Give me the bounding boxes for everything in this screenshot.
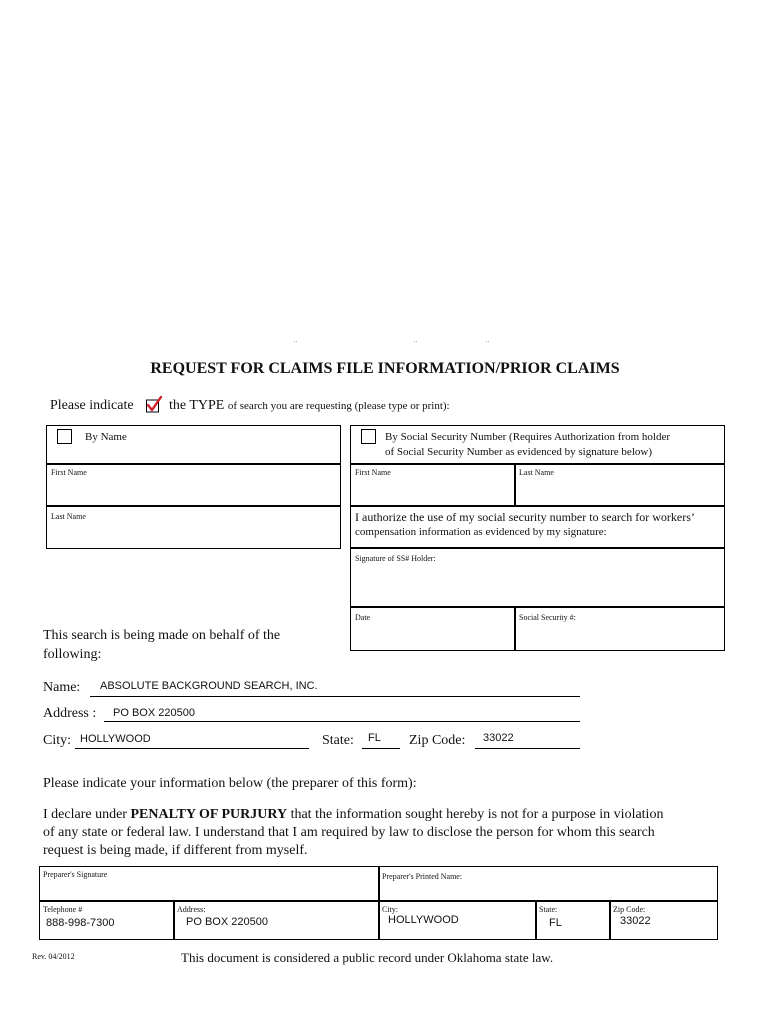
declaration-line3: request is being made, if different from myself.: [43, 843, 308, 858]
requester-city-value[interactable]: HOLLYWOOD: [80, 733, 151, 745]
ssn-last-name-label: Last Name: [519, 468, 554, 477]
preparer-state-label: State:: [539, 905, 558, 914]
declaration-post: that the information sought hereby is not for a purpose in violation: [290, 807, 664, 822]
authorization-line1: I authorize the use of my social security number to search for workers’: [355, 510, 695, 524]
preparer-telephone-field[interactable]: [39, 900, 175, 940]
page-title: REQUEST FOR CLAIMS FILE INFORMATION/PRIOR CLAIMS: [150, 360, 620, 377]
preparer-printed-name-label: Preparer's Printed Name:: [382, 872, 463, 881]
scan-mark: [414, 341, 417, 345]
requester-state-line: [362, 748, 400, 749]
indicate-text: [169, 398, 450, 414]
preparer-city-label: City:: [382, 905, 399, 914]
preparer-address-label: Address:: [177, 905, 206, 914]
ssn-number-label: Social Security #:: [519, 613, 576, 622]
behalf-line2: following:: [43, 647, 102, 662]
behalf-text: [43, 626, 280, 664]
indicate-rest: of search you are requesting (please type or print):: [227, 400, 450, 412]
requester-state-value[interactable]: FL: [368, 732, 381, 744]
authorization-line2: compensation information as evidenced by my signature:: [355, 526, 607, 538]
ssn-date-field[interactable]: [350, 606, 516, 651]
requester-address-line: [104, 721, 580, 722]
requester-name-label: Name:: [43, 680, 81, 695]
ssn-first-name-label: First Name: [355, 468, 391, 477]
by-name-checkbox[interactable]: [57, 429, 72, 444]
ssn-first-name-field[interactable]: [350, 463, 516, 507]
requester-name-value[interactable]: ABSOLUTE BACKGROUND SEARCH, INC.: [100, 680, 318, 692]
preparer-zip-label: Zip Code:: [613, 905, 646, 914]
declaration-line2: of any state or federal law. I understand that I am required by law to disclose the person for whom this search: [43, 825, 655, 840]
requester-zip-label: Zip Code:: [409, 733, 466, 748]
scan-mark: [294, 341, 297, 345]
last-name-label: Last Name: [51, 512, 86, 521]
by-ssn-checkbox[interactable]: [361, 429, 376, 444]
ssn-number-field[interactable]: [514, 606, 725, 651]
by-ssn-option[interactable]: [350, 425, 725, 465]
ssn-last-name-field[interactable]: [514, 463, 725, 507]
revision-label: Rev. 04/2012: [32, 952, 75, 961]
preparer-telephone-value[interactable]: 888-998-7300: [46, 917, 115, 929]
by-ssn-label: [385, 430, 670, 460]
indicate-prefix: Please indicate: [50, 398, 134, 413]
ssn-authorization: [350, 505, 725, 549]
declaration: [43, 806, 663, 860]
requester-city-label: City:: [43, 733, 72, 748]
preparer-state-value[interactable]: FL: [549, 917, 562, 929]
scan-mark: [486, 341, 489, 345]
first-name-field[interactable]: [46, 463, 341, 507]
declaration-bold: PENALTY OF PURJURY: [130, 807, 288, 822]
behalf-line1: This search is being made on behalf of the: [43, 628, 281, 643]
requester-zip-value[interactable]: 33022: [483, 732, 514, 744]
public-record-notice: This document is considered a public record under Oklahoma state law.: [181, 950, 554, 965]
requester-city-line: [75, 748, 309, 749]
requester-address-label: Address :: [43, 706, 97, 721]
declaration-line1: [43, 806, 663, 824]
by-name-option[interactable]: [46, 425, 341, 465]
preparer-intro: Please indicate your information below (the preparer of this form):: [43, 776, 417, 791]
declaration-pre: I declare under: [43, 807, 127, 822]
ssn-date-label: Date: [355, 613, 371, 622]
preparer-city-field[interactable]: [378, 900, 537, 940]
requester-address-value[interactable]: PO BOX 220500: [113, 707, 195, 719]
preparer-signature-field[interactable]: [39, 866, 380, 902]
requester-state-label: State:: [322, 733, 354, 748]
preparer-address-field[interactable]: [173, 900, 380, 940]
preparer-zip-field[interactable]: [609, 900, 718, 940]
authorization-text: [355, 510, 695, 540]
indicate-mid: the TYPE: [169, 398, 225, 413]
preparer-telephone-label: Telephone #: [43, 905, 83, 914]
by-name-label: By Name: [85, 431, 127, 443]
preparer-address-value[interactable]: PO BOX 220500: [186, 916, 268, 928]
preparer-city-value[interactable]: HOLLYWOOD: [388, 914, 459, 926]
preparer-signature-label: Preparer's Signature: [43, 870, 108, 879]
requester-name-line: [90, 696, 580, 697]
preparer-state-field[interactable]: [535, 900, 611, 940]
first-name-label: First Name: [51, 468, 87, 477]
last-name-field[interactable]: [46, 505, 341, 549]
ssn-signature-field[interactable]: [350, 547, 725, 608]
checkmark-icon: [145, 396, 163, 414]
preparer-zip-value[interactable]: 33022: [620, 915, 651, 927]
ssn-signature-label: Signature of SS# Holder:: [355, 554, 436, 563]
by-ssn-label-line1: By Social Security Number (Requires Authorization from holder: [385, 431, 671, 443]
preparer-printed-name-field[interactable]: [378, 866, 718, 902]
by-ssn-label-line2: of Social Security Number as evidenced by signature below): [385, 446, 652, 458]
requester-zip-line: [475, 748, 580, 749]
